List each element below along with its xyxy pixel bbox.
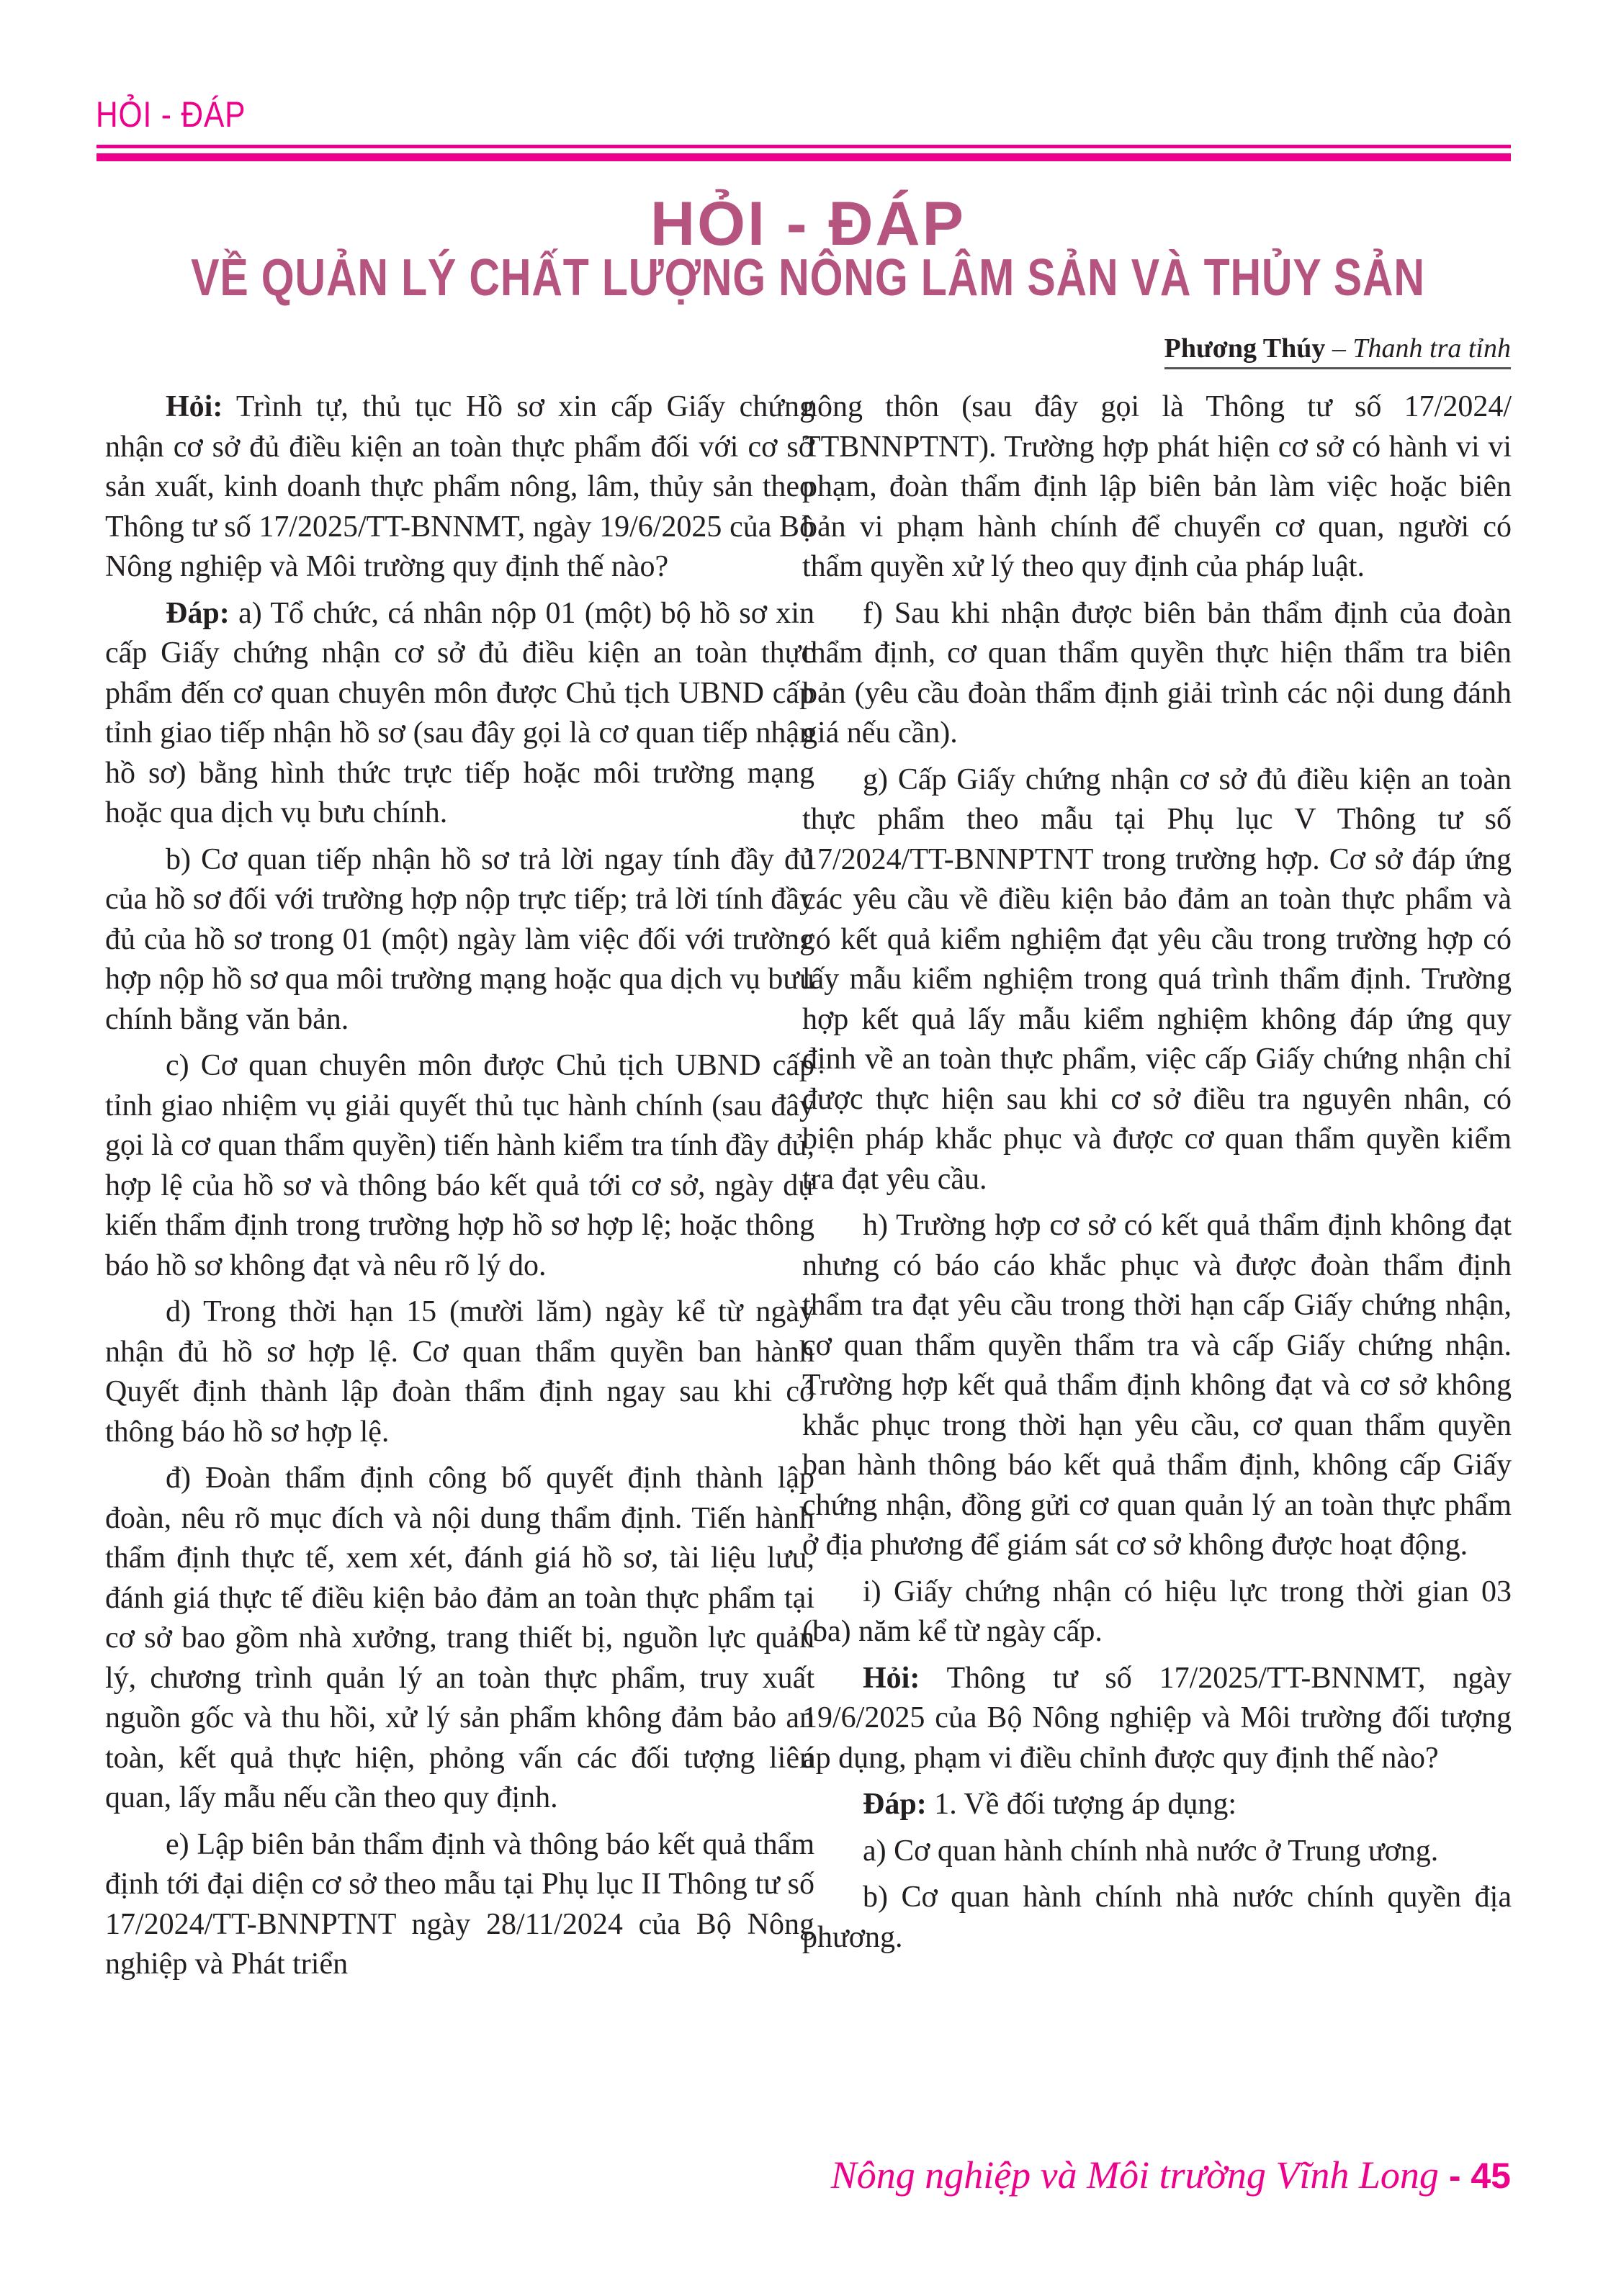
paragraph	[802, 594, 1512, 754]
footer-separator: -	[1438, 2156, 1471, 2196]
article-title: HỎI - ĐÁP	[650, 189, 966, 258]
paragraph	[802, 1572, 1512, 1652]
page-footer	[831, 2153, 1511, 2197]
paragraph	[105, 594, 814, 834]
header-rule-thin	[96, 145, 1511, 148]
paragraph	[802, 760, 1512, 1200]
paragraph	[105, 387, 814, 587]
paragraph-text: a) Tổ chức, cá nhân nộp 01 (một) bộ hồ sơ xin cấp Giấy chứng nhận cơ sở đủ điều kiện an toàn thực phẩm đến cơ quan chuyên môn được Chủ tịch UBND cấp tỉnh giao tiếp nhận hồ sơ (sau đây gọi là cơ quan tiếp nhận hồ sơ) bằng hình thức trực tiếp hoặc môi trường mạng hoặc qua dịch vụ bưu chính.	[105, 596, 814, 829]
article-subtitle: VỀ QUẢN LÝ CHẤT LƯỢNG NÔNG LÂM SẢN VÀ THỦY SẢN	[191, 249, 1425, 307]
paragraph-text: 1. Về đối tượng áp dụng:	[926, 1788, 1237, 1821]
paragraph-text: nông thôn (sau đây gọi là Thông tư số 17/2024/ TTBNNPTNT). Trường hợp phát hiện cơ sở có hành vi vi phạm, đoàn thẩm định lập biên bản làm việc hoặc biên bản vi phạm hành chính để chuyển cơ quan, người có thẩm quyền xử lý theo quy định của pháp luật.	[802, 390, 1512, 583]
paragraph-text: b) Cơ quan hành chính nhà nước chính quyền địa phương.	[802, 1881, 1512, 1954]
left-column	[105, 387, 814, 1991]
right-column	[802, 387, 1512, 1964]
paragraph-text: f) Sau khi nhận được biên bản thẩm định của đoàn thẩm định, cơ quan thẩm quyền thực hiện thẩm tra biên bản (yêu cầu đoàn thẩm định giải trình các nội dung đánh giá nếu cần).	[802, 596, 1512, 749]
paragraph	[802, 1206, 1512, 1566]
paragraph	[105, 840, 814, 1040]
paragraph	[802, 1659, 1512, 1779]
paragraph	[105, 1292, 814, 1452]
paragraph-lead: Đáp:	[863, 1788, 927, 1821]
paragraph	[802, 387, 1512, 587]
paragraph-text: d) Trong thời hạn 15 (mười lăm) ngày kể từ ngày nhận đủ hồ sơ hợp lệ. Cơ quan thẩm quyền ban hành Quyết định thành lập đoàn thẩm định ngay sau khi có thông báo hồ sơ hợp lệ.	[105, 1295, 814, 1449]
paragraph-text: c) Cơ quan chuyên môn được Chủ tịch UBND cấp tỉnh giao nhiệm vụ giải quyết thủ tục hành chính (sau đây gọi là cơ quan thẩm quyền) tiến hành kiểm tra tính đầy đủ, hợp lệ của hồ sơ và thông báo kết quả tới cơ sở, ngày dự kiến thẩm định trong trường hợp hồ sơ hợp lệ; hoặc thông báo hồ sơ không đạt và nêu rõ lý do.	[105, 1049, 814, 1282]
paragraph	[105, 1459, 814, 1819]
paragraph-text: e) Lập biên bản thẩm định và thông báo kết quả thẩm định tới đại diện cơ sở theo mẫu tại Phụ lục II Thông tư số 17/2024/TT-BNNPTNT ngày 28/11/2024 của Bộ Nông nghiệp và Phát triển	[105, 1827, 814, 1981]
author-org: Thanh tra tỉnh	[1352, 333, 1511, 364]
paragraph-text: g) Cấp Giấy chứng nhận cơ sở đủ điều kiện an toàn thực phẩm theo mẫu tại Phụ lục V Thông tư số 17/2024/TT-BNNPTNT trong trường hợp. Cơ sở đáp ứng các yêu cầu về điều kiện bảo đảm an toàn thực phẩm và có kết quả kiểm nghiệm đạt yêu cầu trong trường hợp có lấy mẫu kiểm nghiệm trong quá trình thẩm định. Trường hợp kết quả lấy mẫu kiểm nghiệm không đáp ứng quy định về an toàn thực phẩm, việc cấp Giấy chứng nhận chỉ được thực hiện sau khi cơ sở điều tra nguyên nhân, có biện pháp khắc phục và được cơ quan thẩm quyền kiểm tra đạt yêu cầu.	[802, 762, 1512, 1196]
paragraph	[802, 1785, 1512, 1825]
magazine-name: Nông nghiệp và Môi trường Vĩnh Long	[830, 2153, 1439, 2197]
paragraph-lead: Hỏi:	[166, 390, 223, 423]
paragraph-text: Trình tự, thủ tục Hồ sơ xin cấp Giấy chứng nhận cơ sở đủ điều kiện an toàn thực phẩm đối với cơ sở sản xuất, kinh doanh thực phẩm nông, lâm, thủy sản theo Thông tư số 17/2025/TT-BNNMT, ngày 19/6/2025 của Bộ Nông nghiệp và Môi trường quy định thế nào?	[105, 390, 814, 583]
paragraph-text: đ) Đoàn thẩm định công bố quyết định thành lập đoàn, nêu rõ mục đích và nội dung thẩm định. Tiến hành thẩm định thực tế, xem xét, đánh giá hồ sơ, tài liệu lưu, đánh giá thực tế điều kiện bảo đảm an toàn thực phẩm tại cơ sở bao gồm nhà xưởng, trang thiết bị, nguồn lực quản lý, chương trình quản lý an toàn thực phẩm, truy xuất nguồn gốc và thu hồi, xử lý sản phẩm không đảm bảo an toàn, kết quả thực hiện, phỏng vấn các đối tượng liên quan, lấy mẫu nếu cần theo quy định.	[105, 1462, 814, 1814]
paragraph-lead: Đáp:	[166, 596, 230, 630]
paragraph-text: a) Cơ quan hành chính nhà nước ở Trung ương.	[863, 1834, 1439, 1868]
byline	[1164, 333, 1511, 369]
paragraph-text: b) Cơ quan tiếp nhận hồ sơ trả lời ngay tính đầy đủ của hồ sơ đối với trường hợp nộp trực tiếp; trả lời tính đầy đủ của hồ sơ trong 01 (một) ngày làm việc đối với trường hợp nộp hồ sơ qua môi trường mạng hoặc qua dịch vụ bưu chính bằng văn bản.	[105, 842, 814, 1036]
paragraph	[105, 1825, 814, 1985]
paragraph-text: h) Trường hợp cơ sở có kết quả thẩm định không đạt nhưng có báo cáo khắc phục và được đoàn thẩm định thẩm tra đạt yêu cầu trong thời hạn cấp Giấy chứng nhận, cơ quan thẩm quyền thẩm tra và cấp Giấy chứng nhận. Trường hợp kết quả thẩm định không đạt và cơ sở không khắc phục trong thời hạn yêu cầu, cơ quan thẩm quyền ban hành thông báo kết quả thẩm định, không cấp Giấy chứng nhận, đồng gửi cơ quan quản lý an toàn thực phẩm ở địa phương để giám sát cơ sở không được hoạt động.	[802, 1209, 1512, 1562]
paragraph	[105, 1046, 814, 1286]
paragraph-text: Thông tư số 17/2025/TT-BNNMT, ngày 19/6/2025 của Bộ Nông nghiệp và Môi trường đối tượng áp dụng, phạm vi điều chỉnh được quy định thế nào?	[802, 1661, 1512, 1775]
section-label: HỎI - ĐÁP	[96, 94, 246, 135]
author-name: Phương Thúy	[1164, 333, 1326, 364]
author-separator: –	[1325, 333, 1353, 364]
paragraph	[802, 1832, 1512, 1872]
page-number: 45	[1471, 2156, 1511, 2196]
paragraph-lead: Hỏi:	[863, 1661, 920, 1695]
header-rule-thick	[96, 153, 1511, 161]
paragraph	[802, 1878, 1512, 1958]
paragraph-text: i) Giấy chứng nhận có hiệu lực trong thời gian 03 (ba) năm kể từ ngày cấp.	[802, 1575, 1512, 1648]
